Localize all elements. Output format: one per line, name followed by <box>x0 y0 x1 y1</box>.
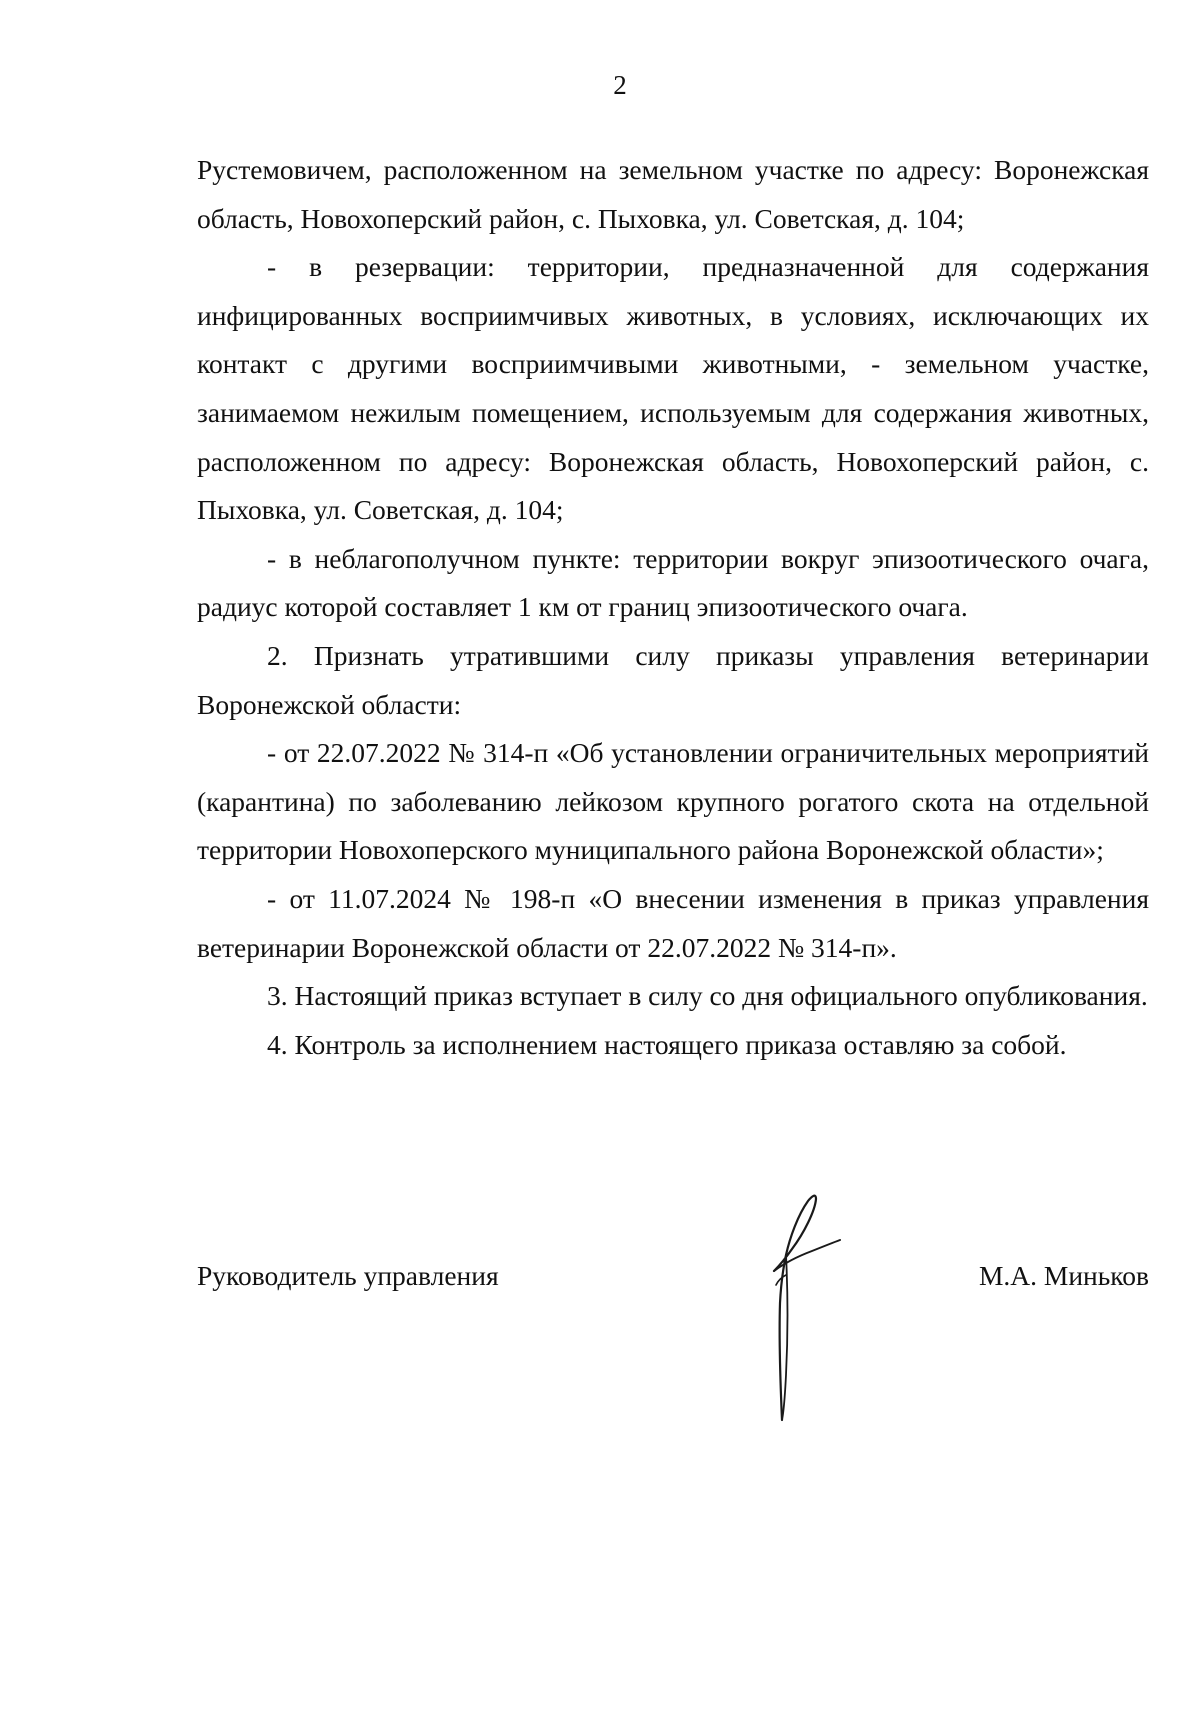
signature-block <box>197 1260 1149 1320</box>
paragraph-item-4: 4. Контроль за исполнением настоящего приказа оставляю за собой. <box>267 1028 1067 1060</box>
paragraph-order-314: - от 22.07.2022 № 314-п «Об установлении ограничительных мероприятий (карантина) по заболеванию лейкозом крупного рогатого скота на отдельной территории Новохоперского муниципального района Воронежской области»; <box>197 737 1149 866</box>
signer-title: Руководитель управления <box>197 1260 499 1291</box>
paragraph-continuation: Рустемовичем, расположенном на земельном участке по адресу: Воронежская область, Новохоперский район, с. Пыховка, ул. Советская, д. 104; <box>197 154 1149 234</box>
document-body <box>197 146 1149 1069</box>
paragraph-item-3: 3. Настоящий приказ вступает в силу со дня официального опубликования. <box>267 980 1148 1012</box>
paragraph-unfavorable-point: - в неблагополучном пункте: территории вокруг эпизоотического очага, радиус которой составляет 1 км от границ эпизоотического очага. <box>197 542 1149 623</box>
paragraph-item-2: 2. Признать утратившими силу приказы управления ветеринарии Воронежской области: <box>197 639 1149 720</box>
page-number: 2 <box>613 70 627 100</box>
signer-name: М.А. Миньков <box>978 1260 1149 1291</box>
handwritten-signature <box>730 1185 870 1425</box>
paragraph-reservation: - в резервации: территории, предназначенной для содержания инфицированных восприимчивых животных, в условиях, исключающих их контакт с другими восприимчивыми животными, - земельном участке, занимаемом нежилым помещением, используемым для содержания животных, расположенном по адресу: Воронежская область, Новохоперский район, с. Пыховка, ул. Советская, д. 104; <box>197 251 1149 526</box>
paragraph-order-198: - от 11.07.2024 № 198-п «О внесении изменения в приказ управления ветеринарии Воронежской области от 22.07.2022 № 314-п». <box>197 882 1149 963</box>
